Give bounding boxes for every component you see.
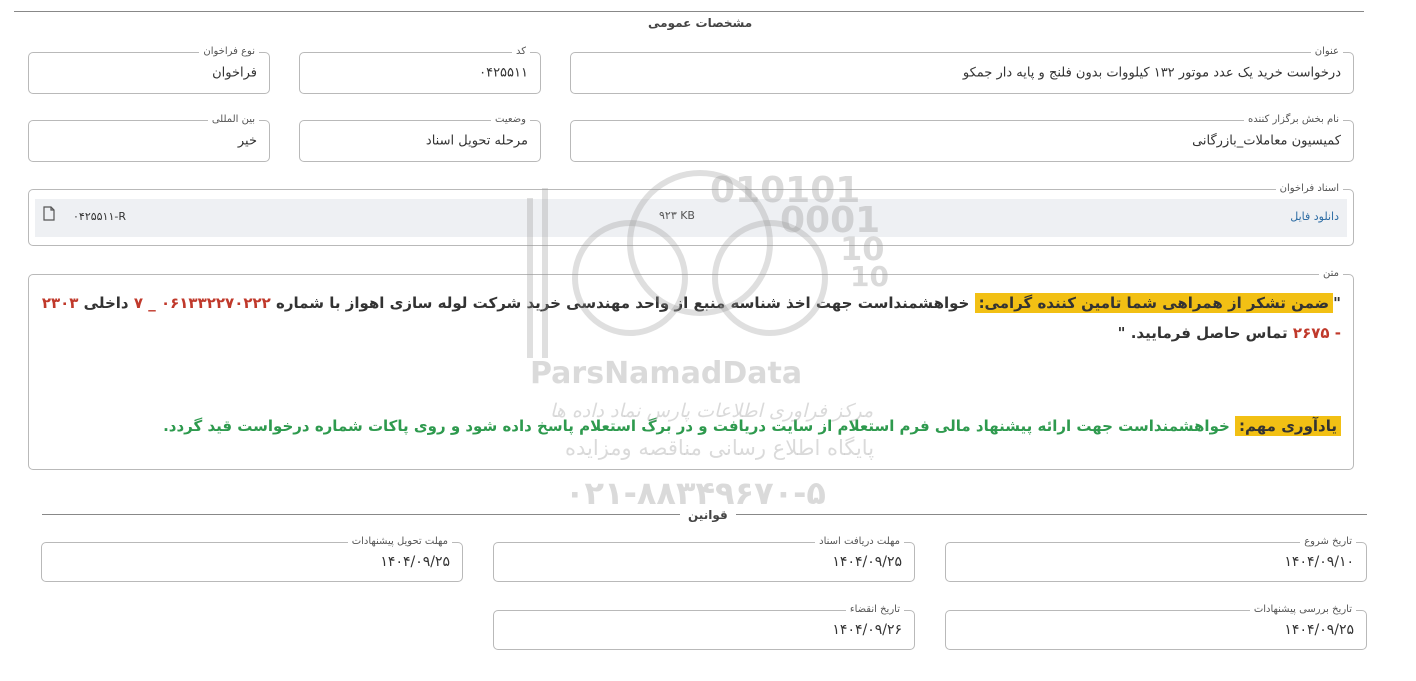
contact-phone: ۰۶۱۳۳۲۲۷۰۲۲۲ _ ۷ <box>133 294 271 312</box>
download-file-link[interactable]: دانلود فایل <box>1290 210 1339 223</box>
text-body-2: داخلی <box>78 294 134 312</box>
watermark-binary-2: 0001 <box>780 200 881 241</box>
file-row <box>35 199 1347 237</box>
document-icon[interactable] <box>43 206 55 221</box>
review-date-field <box>945 604 1367 650</box>
text-label: متن <box>1319 267 1343 281</box>
title-label: عنوان <box>1311 45 1343 59</box>
status-field <box>299 114 541 162</box>
expire-date-label: تاریخ انقضاء <box>846 603 904 617</box>
open-quote: " <box>1333 294 1341 312</box>
offer-deadline-label: مهلت تحویل پیشنهادات <box>348 535 452 549</box>
close-quote: " <box>1117 324 1126 342</box>
international-field <box>28 114 270 162</box>
file-size: ۹۲۳ KB <box>659 209 695 222</box>
text-field <box>28 268 1354 470</box>
file-name: ۰۴۲۵۵۱۱-R <box>73 210 126 223</box>
international-label: بین المللی <box>208 113 259 127</box>
watermark-brand: ParsNamadData <box>530 356 803 391</box>
start-date-label: تاریخ شروع <box>1300 535 1356 549</box>
offer-deadline-value: ۱۴۰۴/۰۹/۲۵ <box>380 554 450 570</box>
rules-section-title: قوانین <box>680 507 736 523</box>
doc-deadline-label: مهلت دریافت اسناد <box>815 535 904 549</box>
watermark-tagline: مرکز فراوری اطلاعات پارس نماد داده ها <box>550 400 874 422</box>
status-value: مرحله تحویل اسناد <box>425 133 528 149</box>
start-date-field <box>945 536 1367 582</box>
general-section-title: مشخصات عمومی <box>640 15 760 31</box>
offer-deadline-field <box>41 536 463 582</box>
organizer-value: کمیسیون معاملات_بازرگانی <box>1192 133 1341 149</box>
documents-field <box>28 183 1354 246</box>
call-type-field <box>28 46 270 94</box>
extension-numbers: ۲۳۰۳ - ۲۶۷۵ <box>41 294 1341 342</box>
organizer-label: نام بخش برگزار کننده <box>1244 113 1343 127</box>
review-date-value: ۱۴۰۴/۰۹/۲۵ <box>1284 622 1354 638</box>
watermark-subtitle: پایگاه اطلاع رسانی مناقصه ومزایده <box>565 436 875 460</box>
expire-date-value: ۱۴۰۴/۰۹/۲۶ <box>832 622 902 638</box>
status-label: وضعیت <box>491 113 530 127</box>
documents-label: اسناد فراخوان <box>1276 182 1343 196</box>
code-field <box>299 46 541 94</box>
text-content <box>41 288 1341 348</box>
thanks-highlight: ضمن تشکر از همراهی شما تامین کننده گرامی: <box>975 293 1334 313</box>
organizer-field <box>570 114 1354 162</box>
reminder-text: خواهشمنداست جهت ارائه پیشنهاد مالی فرم استعلام از سایت دریافت و در برگ استعلام پاسخ داده شود و روی پاکات شماره درخواست قید گردد. <box>163 417 1236 435</box>
text-body-3: تماس حاصل فرمایید. <box>1125 324 1293 342</box>
call-type-value: فراخوان <box>212 65 257 81</box>
general-section-divider <box>14 11 1364 12</box>
watermark-phone: ۰۲۱-۸۸۳۴۹۶۷۰-۵ <box>565 474 826 512</box>
title-field <box>570 46 1354 94</box>
expire-date-field <box>493 604 915 650</box>
doc-deadline-value: ۱۴۰۴/۰۹/۲۵ <box>832 554 902 570</box>
title-value: درخواست خرید یک عدد موتور ۱۳۲ کیلووات بدون فلنج و پایه دار جمکو <box>962 65 1341 81</box>
reminder-highlight: یادآوری مهم: <box>1235 416 1341 436</box>
text-body-1: خواهشمنداست جهت اخذ شناسه منبع از واحد مهندسی خرید شرکت لوله سازی اهواز با شماره <box>270 294 975 312</box>
call-type-label: نوع فراخوان <box>199 45 259 59</box>
reminder-line <box>163 417 1341 435</box>
doc-deadline-field <box>493 536 915 582</box>
watermark-binary-1: 010101 <box>710 170 861 211</box>
watermark-binary-4: 10 <box>850 260 889 293</box>
code-value: ۰۴۲۵۵۱۱ <box>479 65 528 81</box>
international-value: خیر <box>237 133 257 149</box>
code-label: کد <box>512 45 530 59</box>
watermark-binary-3: 10 <box>840 230 885 268</box>
review-date-label: تاریخ بررسی پیشنهادات <box>1250 603 1356 617</box>
start-date-value: ۱۴۰۴/۰۹/۱۰ <box>1284 554 1354 570</box>
